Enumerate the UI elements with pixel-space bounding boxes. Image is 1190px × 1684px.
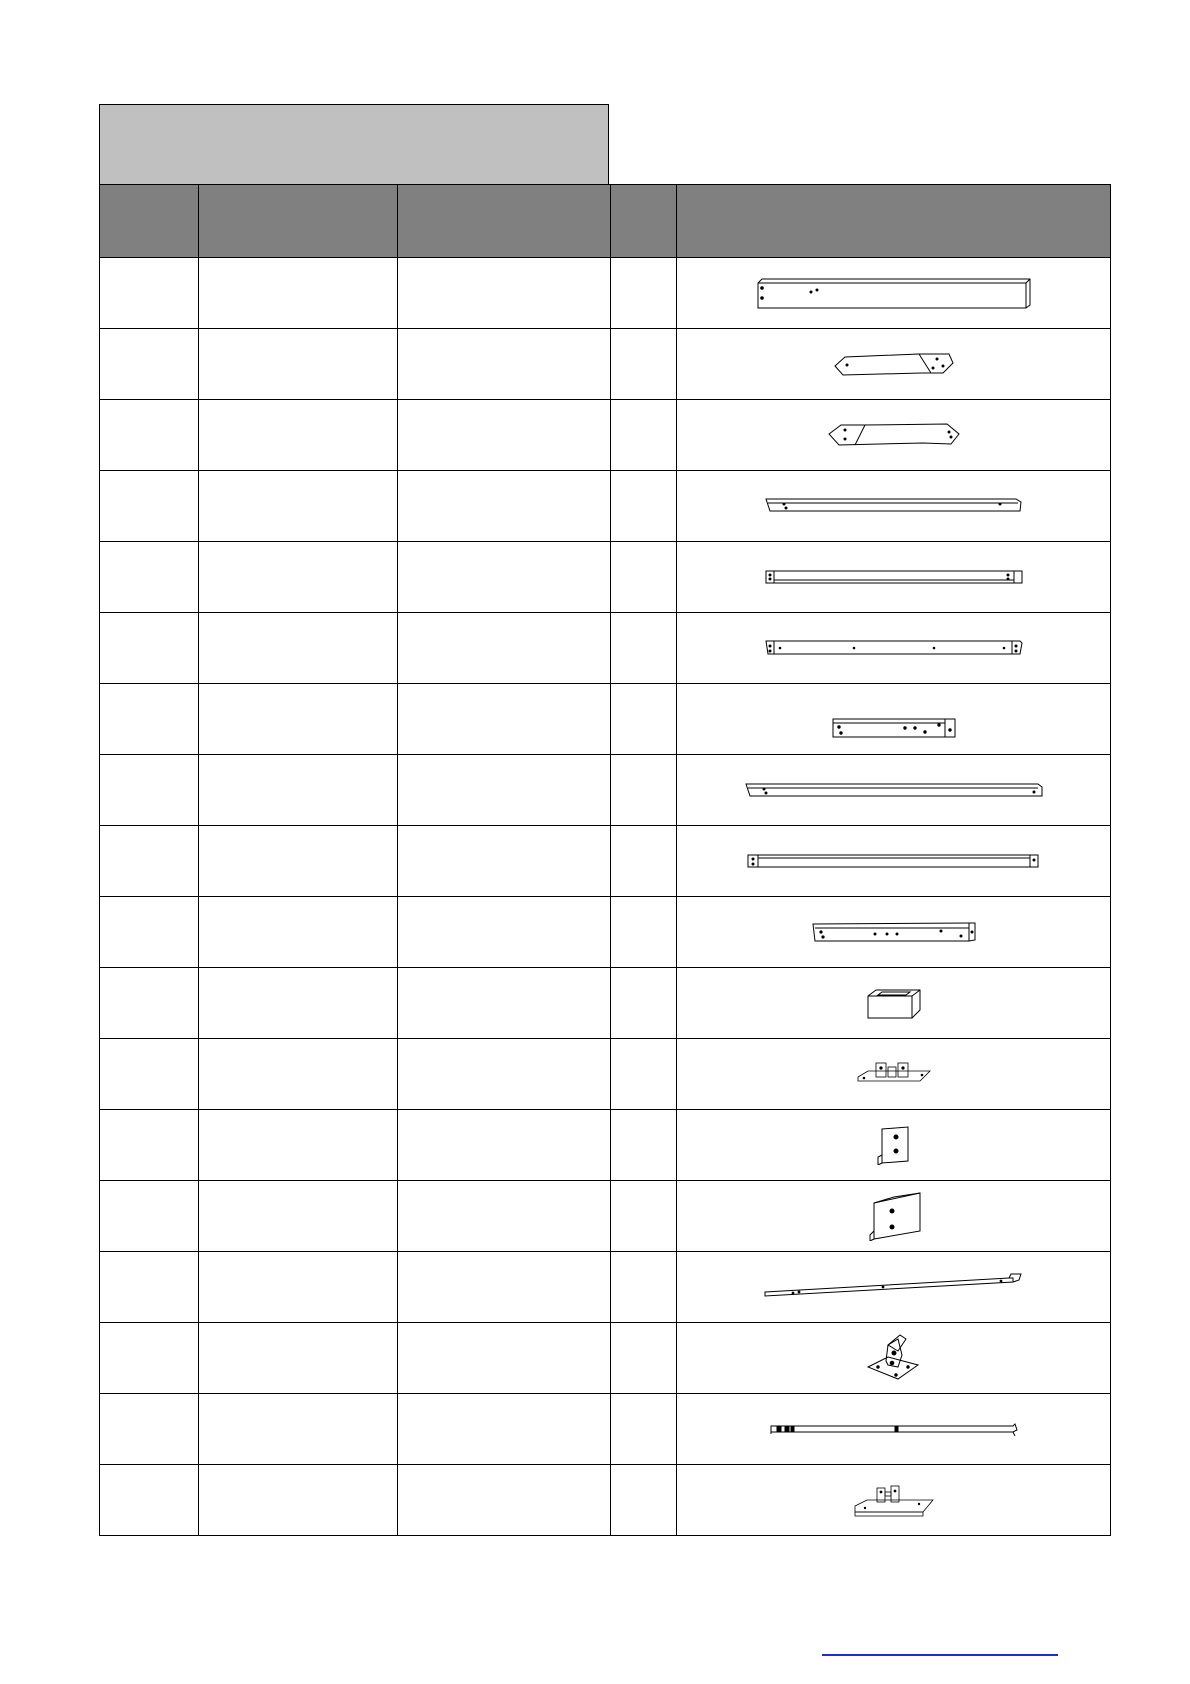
mount-bracket-icon bbox=[853, 1482, 935, 1518]
cell-picture bbox=[677, 1110, 1111, 1181]
cell-no bbox=[100, 1181, 199, 1252]
corner-bracket-icon bbox=[866, 1191, 922, 1241]
parts-table bbox=[99, 184, 1111, 1536]
table-row bbox=[100, 1039, 1111, 1110]
cell-no bbox=[100, 471, 199, 542]
table-row bbox=[100, 897, 1111, 968]
table-row bbox=[100, 258, 1111, 329]
square-beam-icon bbox=[754, 276, 1034, 310]
cell-description bbox=[398, 1465, 611, 1536]
cell-qty bbox=[611, 1039, 677, 1110]
cell-picture bbox=[677, 1323, 1111, 1394]
cell-description bbox=[398, 826, 611, 897]
pointed-plate-right-icon bbox=[827, 422, 961, 448]
cell-picture bbox=[677, 400, 1111, 471]
table-row bbox=[100, 968, 1111, 1039]
column-header-code bbox=[199, 185, 398, 258]
pointed-plate-left-icon bbox=[833, 351, 955, 377]
cell-description bbox=[398, 613, 611, 684]
cell-qty bbox=[611, 1252, 677, 1323]
cell-code bbox=[199, 258, 398, 329]
long-channel-rail-icon bbox=[746, 851, 1042, 871]
cell-qty bbox=[611, 400, 677, 471]
cell-code bbox=[199, 1465, 398, 1536]
cell-description bbox=[398, 684, 611, 755]
telescopic-rail-icon bbox=[769, 1420, 1019, 1438]
table-row bbox=[100, 400, 1111, 471]
column-header-picture bbox=[677, 185, 1111, 258]
cell-no bbox=[100, 329, 199, 400]
parts-list-title bbox=[99, 104, 609, 184]
cell-description bbox=[398, 258, 611, 329]
table-row bbox=[100, 755, 1111, 826]
cell-no bbox=[100, 1323, 199, 1394]
cell-picture bbox=[677, 755, 1111, 826]
cell-code bbox=[199, 471, 398, 542]
cell-no bbox=[100, 684, 199, 755]
cell-qty bbox=[611, 968, 677, 1039]
cell-code bbox=[199, 1039, 398, 1110]
cell-code bbox=[199, 1181, 398, 1252]
column-header-description bbox=[398, 185, 611, 258]
cell-description bbox=[398, 968, 611, 1039]
cell-description bbox=[398, 755, 611, 826]
cell-qty bbox=[611, 826, 677, 897]
footer-link[interactable] bbox=[822, 1634, 1058, 1656]
table-row bbox=[100, 542, 1111, 613]
cell-qty bbox=[611, 755, 677, 826]
channel-rail-icon bbox=[764, 567, 1024, 587]
cell-no bbox=[100, 1252, 199, 1323]
cell-qty bbox=[611, 471, 677, 542]
table-row bbox=[100, 329, 1111, 400]
cell-no bbox=[100, 258, 199, 329]
cell-picture bbox=[677, 542, 1111, 613]
pivot-base-icon bbox=[866, 1333, 922, 1383]
cell-code bbox=[199, 1323, 398, 1394]
table-row bbox=[100, 1110, 1111, 1181]
cell-no bbox=[100, 1110, 199, 1181]
cell-qty bbox=[611, 897, 677, 968]
cell-no bbox=[100, 613, 199, 684]
post-cap-icon bbox=[866, 986, 922, 1020]
cell-picture bbox=[677, 1252, 1111, 1323]
cell-picture bbox=[677, 329, 1111, 400]
medium-channel-icon bbox=[811, 919, 977, 945]
column-header-qty bbox=[611, 185, 677, 258]
cell-no bbox=[100, 755, 199, 826]
cell-description bbox=[398, 1181, 611, 1252]
table-row bbox=[100, 826, 1111, 897]
cell-code bbox=[199, 1252, 398, 1323]
cell-qty bbox=[611, 1465, 677, 1536]
cell-description bbox=[398, 1252, 611, 1323]
cell-no bbox=[100, 1394, 199, 1465]
cell-picture bbox=[677, 1039, 1111, 1110]
cell-picture bbox=[677, 1394, 1111, 1465]
cell-code bbox=[199, 329, 398, 400]
cell-qty bbox=[611, 1110, 677, 1181]
cell-no bbox=[100, 968, 199, 1039]
cell-description bbox=[398, 897, 611, 968]
cell-code bbox=[199, 968, 398, 1039]
cell-picture bbox=[677, 258, 1111, 329]
cell-qty bbox=[611, 1181, 677, 1252]
table-header-row bbox=[100, 185, 1111, 258]
cell-qty bbox=[611, 613, 677, 684]
table-row bbox=[100, 1252, 1111, 1323]
table-row bbox=[100, 1394, 1111, 1465]
cell-code bbox=[199, 542, 398, 613]
cell-picture bbox=[677, 1465, 1111, 1536]
perforated-rail-icon bbox=[764, 637, 1024, 659]
cell-code bbox=[199, 755, 398, 826]
long-angled-rail-icon bbox=[744, 780, 1044, 800]
cell-qty bbox=[611, 258, 677, 329]
cell-description bbox=[398, 1394, 611, 1465]
cell-picture bbox=[677, 968, 1111, 1039]
cell-picture bbox=[677, 1181, 1111, 1252]
cell-code bbox=[199, 897, 398, 968]
cell-no bbox=[100, 542, 199, 613]
cell-no bbox=[100, 400, 199, 471]
cell-description bbox=[398, 542, 611, 613]
base-bracket-icon bbox=[856, 1057, 932, 1091]
cell-qty bbox=[611, 1323, 677, 1394]
cell-description bbox=[398, 400, 611, 471]
cell-picture bbox=[677, 826, 1111, 897]
cell-description bbox=[398, 329, 611, 400]
column-header-no bbox=[100, 185, 199, 258]
cell-picture bbox=[677, 471, 1111, 542]
cell-code bbox=[199, 613, 398, 684]
table-row bbox=[100, 1323, 1111, 1394]
cell-picture bbox=[677, 897, 1111, 968]
cell-qty bbox=[611, 684, 677, 755]
short-channel-icon bbox=[831, 715, 957, 741]
cell-no bbox=[100, 826, 199, 897]
cell-qty bbox=[611, 542, 677, 613]
cell-qty bbox=[611, 329, 677, 400]
cell-description bbox=[398, 471, 611, 542]
cell-description bbox=[398, 1110, 611, 1181]
flat-bracket-icon bbox=[874, 1125, 914, 1165]
table-row bbox=[100, 1181, 1111, 1252]
cell-no bbox=[100, 1465, 199, 1536]
cell-code bbox=[199, 1394, 398, 1465]
table-row bbox=[100, 613, 1111, 684]
cell-code bbox=[199, 684, 398, 755]
cell-description bbox=[398, 1039, 611, 1110]
cell-code bbox=[199, 1110, 398, 1181]
cell-code bbox=[199, 400, 398, 471]
cell-no bbox=[100, 1039, 199, 1110]
cell-qty bbox=[611, 1394, 677, 1465]
slim-rail-icon bbox=[763, 1272, 1025, 1302]
cell-description bbox=[398, 1323, 611, 1394]
cell-picture bbox=[677, 684, 1111, 755]
cell-no bbox=[100, 897, 199, 968]
angled-rail-icon bbox=[764, 496, 1024, 516]
cell-picture bbox=[677, 613, 1111, 684]
table-row bbox=[100, 1465, 1111, 1536]
cell-code bbox=[199, 826, 398, 897]
table-row bbox=[100, 471, 1111, 542]
table-row bbox=[100, 684, 1111, 755]
